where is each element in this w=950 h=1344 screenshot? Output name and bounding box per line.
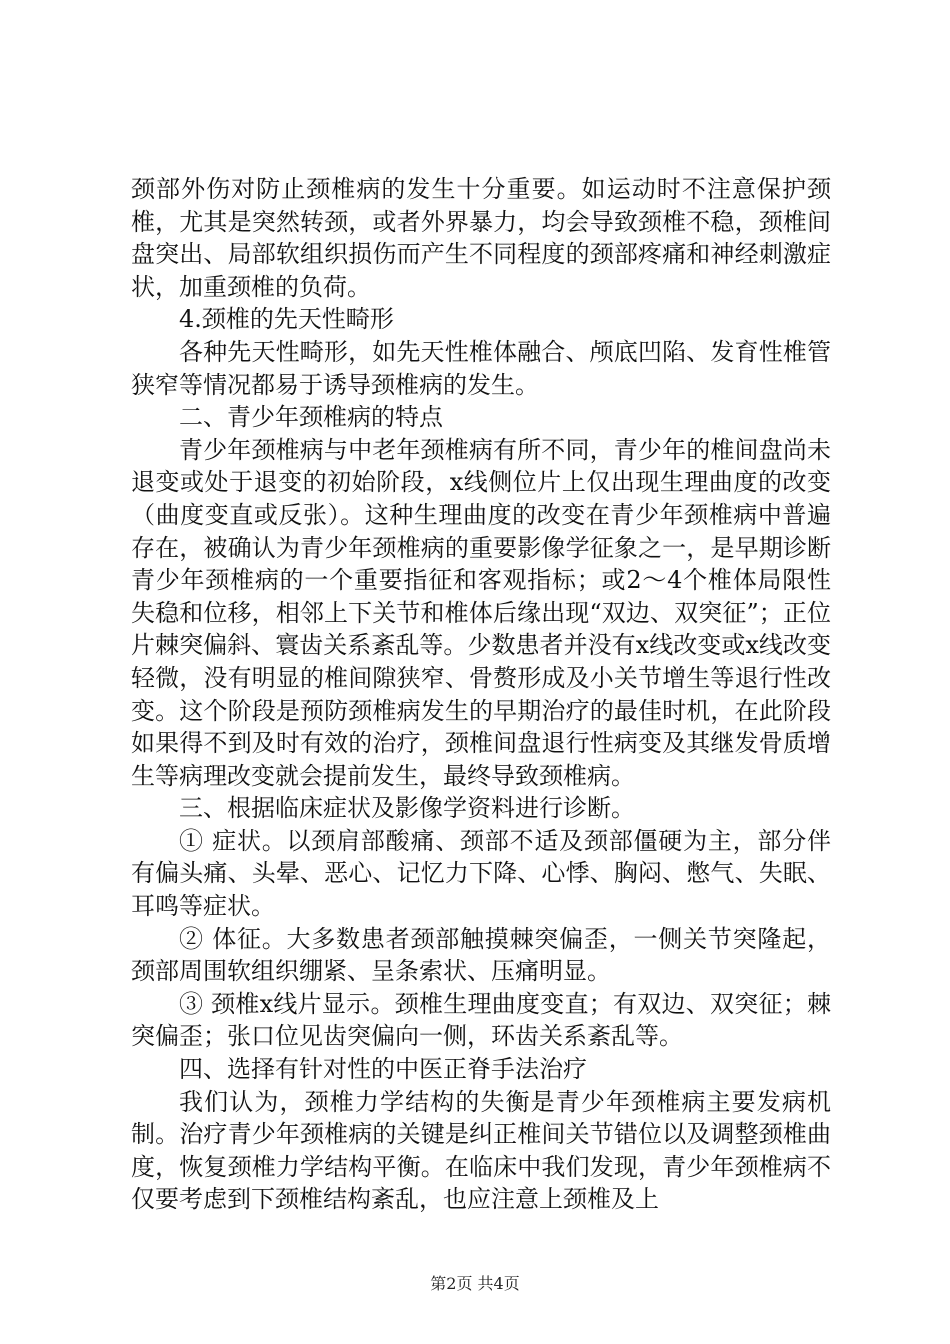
paragraph-symptoms: ① 症状。以颈肩部酸痛、颈部不适及颈部僵硬为主，部分伴有偏头痛、头晕、恶心、记忆力下降、心悸、胸闷、憋气、失眠、耳鸣等症状。: [131, 826, 831, 921]
paragraph-youth-features: 青少年颈椎病与中老年颈椎病有所不同，青少年的椎间盘尚未退变或处于退变的初始阶段，x线侧位片上仅出现生理曲度的改变（曲度变直或反张）。这种生理曲度的改变在青少年颈椎病中普遍存在，被确认为青少年颈椎病的重要影像学征象之一，是早期诊断青少年颈椎病的一个重要指征和客观指标；或2～4个椎体局限性失稳和位移，相邻上下关节和椎体后缘出现“双边、双突征”；正位片棘突偏斜、寰齿关系紊乱等。少数患者并没有x线改变或x线改变轻微，没有明显的椎间隙狭窄、骨赘形成及小关节增生等退行性改变。这个阶段是预防颈椎病发生的早期治疗的最佳时机，在此阶段如果得不到及时有效的治疗，颈椎间盘退行性病变及其继发骨质增生等病理改变就会提前发生，最终导致颈椎病。: [131, 435, 831, 790]
paragraph-xray: ③ 颈椎x线片显示。颈椎生理曲度变直；有双边、双突征；棘突偏歪；张口位见齿突偏向一侧，环齿关系紊乱等。: [131, 989, 831, 1051]
paragraph-signs: ② 体征。大多数患者颈部触摸棘突偏歪，一侧关节突隆起，颈部周围软组织绷紧、呈条索状、压痛明显。: [131, 924, 831, 986]
page-footer: 第2页 共4页: [430, 1274, 520, 1293]
paragraph-trauma: 颈部外伤对防止颈椎病的发生十分重要。如运动时不注意保护颈椎，尤其是突然转颈，或者外界暴力，均会导致颈椎不稳，颈椎间盘突出、局部软组织损伤而产生不同程度的颈部疼痛和神经刺激症状，加重颈椎的负荷。: [131, 175, 831, 301]
heading-congenital-deformity: 4.颈椎的先天性畸形: [179, 305, 394, 334]
document-body: [131, 173, 831, 1216]
heading-treatment: 四、选择有针对性的中医正脊手法治疗: [179, 1055, 587, 1084]
paragraph-treatment: 我们认为，颈椎力学结构的失衡是青少年颈椎病主要发病机制。治疗青少年颈椎病的关键是纠正椎间关节错位以及调整颈椎曲度，恢复颈椎力学结构平衡。在临床中我们发现，青少年颈椎病不仅要考虑到下颈椎结构紊乱，也应注意上颈椎及上: [131, 1087, 831, 1214]
heading-diagnosis: 三、根据临床症状及影像学资料进行诊断。: [179, 794, 635, 823]
heading-youth-features: 二、青少年颈椎病的特点: [179, 403, 443, 432]
paragraph-congenital: 各种先天性畸形，如先天性椎体融合、颅底凹陷、发育性椎管狭窄等情况都易于诱导颈椎病的发生。: [131, 337, 831, 399]
